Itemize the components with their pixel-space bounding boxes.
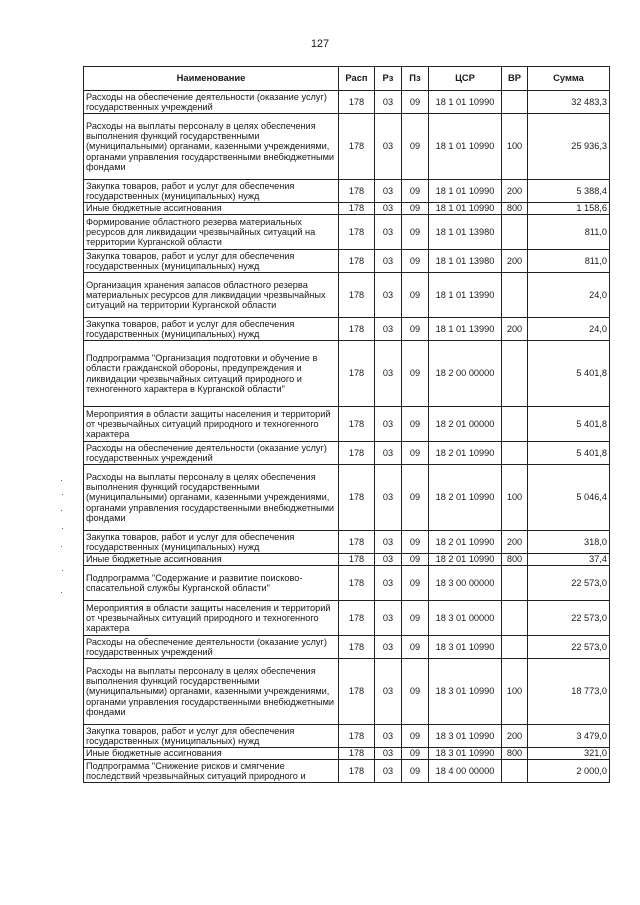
header-pz: Пз [402, 67, 429, 91]
cell-name: Расходы на обеспечение деятельности (оказание услуг) государственных учреждений [84, 91, 339, 114]
cell-rasp: 178 [339, 318, 375, 341]
cell-name: Иные бюджетные ассигнования [84, 748, 339, 760]
cell-rz: 03 [375, 215, 402, 250]
cell-name: Организация хранения запасов областного резерва материальных ресурсов для ликвидации чрезвычайных ситуаций на территории Курганской области [84, 273, 339, 318]
table-row [84, 725, 610, 748]
cell-csr: 18 1 01 10990 [429, 180, 502, 203]
cell-rz: 03 [375, 318, 402, 341]
cell-csr: 18 4 00 00000 [429, 760, 502, 783]
cell-rasp: 178 [339, 465, 375, 531]
cell-pz: 09 [402, 760, 429, 783]
cell-name: Расходы на обеспечение деятельности (оказание услуг) государственных учреждений [84, 636, 339, 659]
header-name: Наименование [84, 67, 339, 91]
cell-name: Иные бюджетные ассигнования [84, 203, 339, 215]
cell-name: Закупка товаров, работ и услуг для обеспечения государственных (муниципальных) нужд [84, 180, 339, 203]
cell-name: Расходы на обеспечение деятельности (оказание услуг) государственных учреждений [84, 442, 339, 465]
cell-name: Формирование областного резерва материальных ресурсов для ликвидации чрезвычайных ситуаций на территории Курганской области [84, 215, 339, 250]
cell-pz: 09 [402, 442, 429, 465]
cell-pz: 09 [402, 531, 429, 554]
cell-rasp: 178 [339, 114, 375, 180]
cell-csr: 18 2 01 00000 [429, 407, 502, 442]
table-row [84, 442, 610, 465]
budget-table [83, 66, 610, 783]
cell-rasp: 178 [339, 748, 375, 760]
cell-name: Закупка товаров, работ и услуг для обеспечения государственных (муниципальных) нужд [84, 250, 339, 273]
cell-pz: 09 [402, 601, 429, 636]
cell-vr [502, 636, 528, 659]
cell-sum: 5 401,8 [528, 407, 610, 442]
table-header-row [84, 67, 610, 91]
cell-name: Иные бюджетные ассигнования [84, 554, 339, 566]
cell-vr [502, 91, 528, 114]
cell-pz: 09 [402, 215, 429, 250]
cell-csr: 18 2 00 00000 [429, 341, 502, 407]
table-row [84, 407, 610, 442]
cell-name: Расходы на выплаты персоналу в целях обеспечения выполнения функций государственными (муниципальными) органами, казенными учреждениями, органами управления государственными внебюджетными фондами [84, 465, 339, 531]
header-rasp: Расп [339, 67, 375, 91]
cell-vr: 200 [502, 180, 528, 203]
cell-vr: 200 [502, 250, 528, 273]
cell-csr: 18 1 01 10990 [429, 91, 502, 114]
cell-vr [502, 407, 528, 442]
cell-rz: 03 [375, 725, 402, 748]
cell-rasp: 178 [339, 531, 375, 554]
cell-rz: 03 [375, 531, 402, 554]
cell-pz: 09 [402, 407, 429, 442]
cell-pz: 09 [402, 318, 429, 341]
cell-vr [502, 341, 528, 407]
cell-name: Закупка товаров, работ и услуг для обеспечения государственных (муниципальных) нужд [84, 318, 339, 341]
cell-sum: 318,0 [528, 531, 610, 554]
table-row [84, 601, 610, 636]
cell-sum: 22 573,0 [528, 636, 610, 659]
header-csr: ЦСР [429, 67, 502, 91]
cell-rasp: 178 [339, 407, 375, 442]
cell-rasp: 178 [339, 725, 375, 748]
cell-rasp: 178 [339, 760, 375, 783]
cell-pz: 09 [402, 465, 429, 531]
cell-rasp: 178 [339, 442, 375, 465]
cell-csr: 18 2 01 10990 [429, 531, 502, 554]
cell-pz: 09 [402, 250, 429, 273]
cell-csr: 18 1 01 10990 [429, 203, 502, 215]
cell-csr: 18 1 01 13990 [429, 318, 502, 341]
cell-rasp: 178 [339, 659, 375, 725]
cell-name: Подпрограмма "Содержание и развитие поисково-спасательной службы Курганской области" [84, 566, 339, 601]
cell-csr: 18 2 01 10990 [429, 442, 502, 465]
cell-sum: 5 046,4 [528, 465, 610, 531]
cell-sum: 1 158,6 [528, 203, 610, 215]
cell-csr: 18 3 01 10990 [429, 659, 502, 725]
cell-sum: 811,0 [528, 250, 610, 273]
cell-vr [502, 273, 528, 318]
cell-vr [502, 760, 528, 783]
cell-name: Расходы на выплаты персоналу в целях обеспечения выполнения функций государственными (муниципальными) органами, казенными учреждениями, органами управления государственными внебюджетными фондами [84, 114, 339, 180]
cell-pz: 09 [402, 748, 429, 760]
cell-rasp: 178 [339, 554, 375, 566]
cell-rz: 03 [375, 273, 402, 318]
cell-csr: 18 3 01 10990 [429, 636, 502, 659]
cell-csr: 18 3 01 10990 [429, 725, 502, 748]
cell-pz: 09 [402, 114, 429, 180]
cell-rasp: 178 [339, 273, 375, 318]
header-vr: ВР [502, 67, 528, 91]
table-row [84, 273, 610, 318]
cell-csr: 18 2 01 10990 [429, 554, 502, 566]
cell-vr: 200 [502, 531, 528, 554]
cell-sum: 25 936,3 [528, 114, 610, 180]
header-sum: Сумма [528, 67, 610, 91]
scan-margin-marks [60, 480, 64, 600]
cell-sum: 5 401,8 [528, 442, 610, 465]
cell-vr [502, 601, 528, 636]
cell-pz: 09 [402, 273, 429, 318]
cell-rasp: 178 [339, 250, 375, 273]
cell-sum: 24,0 [528, 318, 610, 341]
cell-rz: 03 [375, 465, 402, 531]
cell-pz: 09 [402, 725, 429, 748]
cell-rz: 03 [375, 407, 402, 442]
cell-sum: 18 773,0 [528, 659, 610, 725]
cell-rasp: 178 [339, 203, 375, 215]
cell-pz: 09 [402, 659, 429, 725]
cell-vr: 800 [502, 554, 528, 566]
page-number: 127 [310, 38, 330, 50]
cell-pz: 09 [402, 203, 429, 215]
cell-csr: 18 1 01 10990 [429, 114, 502, 180]
cell-name: Мероприятия в области защиты населения и территорий от чрезвычайных ситуаций природного и техногенного характера [84, 601, 339, 636]
cell-rasp: 178 [339, 91, 375, 114]
cell-name: Расходы на выплаты персоналу в целях обеспечения выполнения функций государственными (муниципальными) органами, казенными учреждениями, органами управления государственными внебюджетными фондами [84, 659, 339, 725]
cell-rasp: 178 [339, 215, 375, 250]
table-row [84, 465, 610, 531]
cell-csr: 18 1 01 13980 [429, 250, 502, 273]
cell-csr: 18 1 01 13980 [429, 215, 502, 250]
cell-pz: 09 [402, 180, 429, 203]
cell-rz: 03 [375, 601, 402, 636]
cell-csr: 18 3 01 00000 [429, 601, 502, 636]
table-row [84, 659, 610, 725]
cell-csr: 18 3 01 10990 [429, 748, 502, 760]
cell-sum: 321,0 [528, 748, 610, 760]
cell-rasp: 178 [339, 636, 375, 659]
cell-rz: 03 [375, 250, 402, 273]
cell-rz: 03 [375, 760, 402, 783]
cell-name: Подпрограмма "Снижение рисков и смягчение последствий чрезвычайных ситуаций природного и [84, 760, 339, 783]
cell-rz: 03 [375, 554, 402, 566]
cell-name: Закупка товаров, работ и услуг для обеспечения государственных (муниципальных) нужд [84, 725, 339, 748]
table-row [84, 215, 610, 250]
cell-sum: 22 573,0 [528, 601, 610, 636]
cell-csr: 18 3 00 00000 [429, 566, 502, 601]
cell-rasp: 178 [339, 566, 375, 601]
cell-rz: 03 [375, 748, 402, 760]
cell-vr [502, 442, 528, 465]
cell-sum: 22 573,0 [528, 566, 610, 601]
cell-sum: 32 483,3 [528, 91, 610, 114]
cell-vr: 100 [502, 114, 528, 180]
table-row [84, 554, 610, 566]
cell-vr: 200 [502, 725, 528, 748]
cell-csr: 18 2 01 10990 [429, 465, 502, 531]
cell-pz: 09 [402, 554, 429, 566]
cell-vr: 800 [502, 748, 528, 760]
cell-name: Подпрограмма "Организация подготовки и обучение в области гражданской обороны, предупреждения и ликвидации чрезвычайных ситуаций природного и техногенного характера в Курганской области" [84, 341, 339, 407]
table-row [84, 114, 610, 180]
cell-rz: 03 [375, 341, 402, 407]
cell-sum: 2 000,0 [528, 760, 610, 783]
table-row [84, 566, 610, 601]
cell-rz: 03 [375, 180, 402, 203]
cell-vr: 100 [502, 659, 528, 725]
table-row [84, 203, 610, 215]
cell-vr: 800 [502, 203, 528, 215]
cell-vr [502, 566, 528, 601]
cell-pz: 09 [402, 636, 429, 659]
cell-pz: 09 [402, 91, 429, 114]
cell-rz: 03 [375, 636, 402, 659]
cell-rz: 03 [375, 203, 402, 215]
table-body [84, 91, 610, 783]
cell-vr: 200 [502, 318, 528, 341]
cell-sum: 5 401,8 [528, 341, 610, 407]
cell-rz: 03 [375, 566, 402, 601]
cell-name: Закупка товаров, работ и услуг для обеспечения государственных (муниципальных) нужд [84, 531, 339, 554]
cell-rz: 03 [375, 659, 402, 725]
cell-rasp: 178 [339, 601, 375, 636]
table-row [84, 531, 610, 554]
cell-rz: 03 [375, 114, 402, 180]
cell-pz: 09 [402, 341, 429, 407]
cell-rasp: 178 [339, 180, 375, 203]
table-row [84, 318, 610, 341]
table-row [84, 341, 610, 407]
cell-rz: 03 [375, 442, 402, 465]
cell-rz: 03 [375, 91, 402, 114]
cell-sum: 3 479,0 [528, 725, 610, 748]
cell-name: Мероприятия в области защиты населения и территорий от чрезвычайных ситуаций природного и техногенного характера [84, 407, 339, 442]
table-row [84, 760, 610, 783]
table-row [84, 636, 610, 659]
cell-sum: 37,4 [528, 554, 610, 566]
cell-rasp: 178 [339, 341, 375, 407]
cell-csr: 18 1 01 13990 [429, 273, 502, 318]
table-row [84, 91, 610, 114]
cell-vr: 100 [502, 465, 528, 531]
cell-sum: 5 388,4 [528, 180, 610, 203]
cell-vr [502, 215, 528, 250]
header-rz: Рз [375, 67, 402, 91]
table-row [84, 180, 610, 203]
cell-pz: 09 [402, 566, 429, 601]
table-row [84, 748, 610, 760]
cell-sum: 24,0 [528, 273, 610, 318]
cell-sum: 811,0 [528, 215, 610, 250]
table-row [84, 250, 610, 273]
